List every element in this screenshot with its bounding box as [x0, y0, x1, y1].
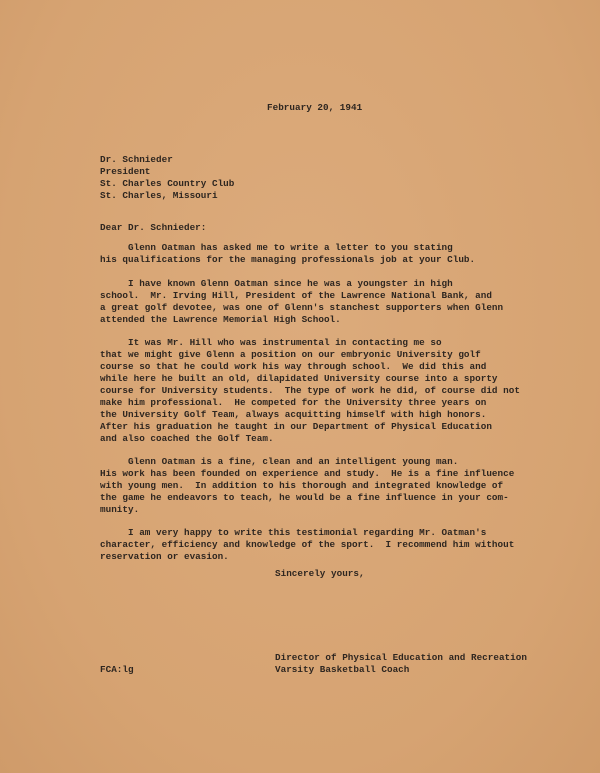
- paragraph-line: a great golf devotee, was one of Glenn's stanchest supporters when Glenn: [100, 302, 504, 313]
- paragraph-line: munity.: [100, 504, 140, 515]
- paragraph-line: Glenn Oatman has asked me to write a letter to you stating: [100, 242, 453, 253]
- title-line: Director of Physical Education and Recreation: [275, 652, 527, 663]
- recipient-address: [100, 154, 234, 202]
- paragraph: [100, 278, 503, 326]
- letter-date: February 20, 1941: [267, 102, 363, 113]
- paragraph-line: I have known Glenn Oatman since he was a youngster in high: [100, 278, 453, 289]
- paragraph-line: that we might give Glenn a position on our embryonic University golf: [100, 349, 481, 360]
- address-line: St. Charles Country Club: [100, 178, 235, 189]
- signature-title: [275, 652, 527, 676]
- paragraph-line: course for University students. The type of work he did, of course did not: [100, 385, 520, 396]
- paragraph-line: Glenn Oatman is a fine, clean and an intelligent young man.: [100, 456, 459, 467]
- paragraph-line: school. Mr. Irving Hill, President of the Lawrence National Bank, and: [100, 290, 492, 301]
- paragraph-line: his qualifications for the managing professionals job at your Club.: [100, 254, 476, 265]
- paragraph-line: course so that he could work his way through school. We did this and: [100, 361, 487, 372]
- paragraph-line: I am very happy to write this testimonial regarding Mr. Oatman's: [100, 527, 487, 538]
- paragraph-line: the game he endeavors to teach, he would be a fine influence in your com-: [100, 492, 509, 503]
- address-line: President: [100, 166, 151, 177]
- paragraph-line: while here he built an old, dilapidated University course into a sporty: [100, 373, 498, 384]
- paragraph-line: make him professional. He competed for the University three years on: [100, 397, 487, 408]
- closing: Sincerely yours,: [275, 568, 365, 579]
- paragraph-line: It was Mr. Hill who was instrumental in contacting me so: [100, 337, 442, 348]
- paragraph: [100, 242, 475, 266]
- paragraph-line: character, efficiency and knowledge of the sport. I recommend him without: [100, 539, 515, 550]
- salutation: Dear Dr. Schnieder:: [100, 222, 207, 233]
- title-line: Varsity Basketball Coach: [275, 664, 410, 675]
- paragraph-line: attended the Lawrence Memorial High School.: [100, 314, 341, 325]
- paragraph-line: with young men. In addition to his thorough and integrated knowledge of: [100, 480, 504, 491]
- paragraph-line: the University Golf Team, always acquitting himself with high honors.: [100, 409, 487, 420]
- address-line: Dr. Schnieder: [100, 154, 173, 165]
- typist-initials: FCA:lg: [100, 664, 134, 675]
- paragraph: [100, 456, 514, 516]
- paragraph: [100, 527, 514, 563]
- paragraph-line: reservation or evasion.: [100, 551, 229, 562]
- paragraph-line: After his graduation he taught in our Department of Physical Education: [100, 421, 492, 432]
- paragraph-line: and also coached the Golf Team.: [100, 433, 274, 444]
- address-line: St. Charles, Missouri: [100, 190, 218, 201]
- paragraph-line: His work has been founded on experience and study. He is a fine influence: [100, 468, 515, 479]
- paragraph: [100, 337, 520, 445]
